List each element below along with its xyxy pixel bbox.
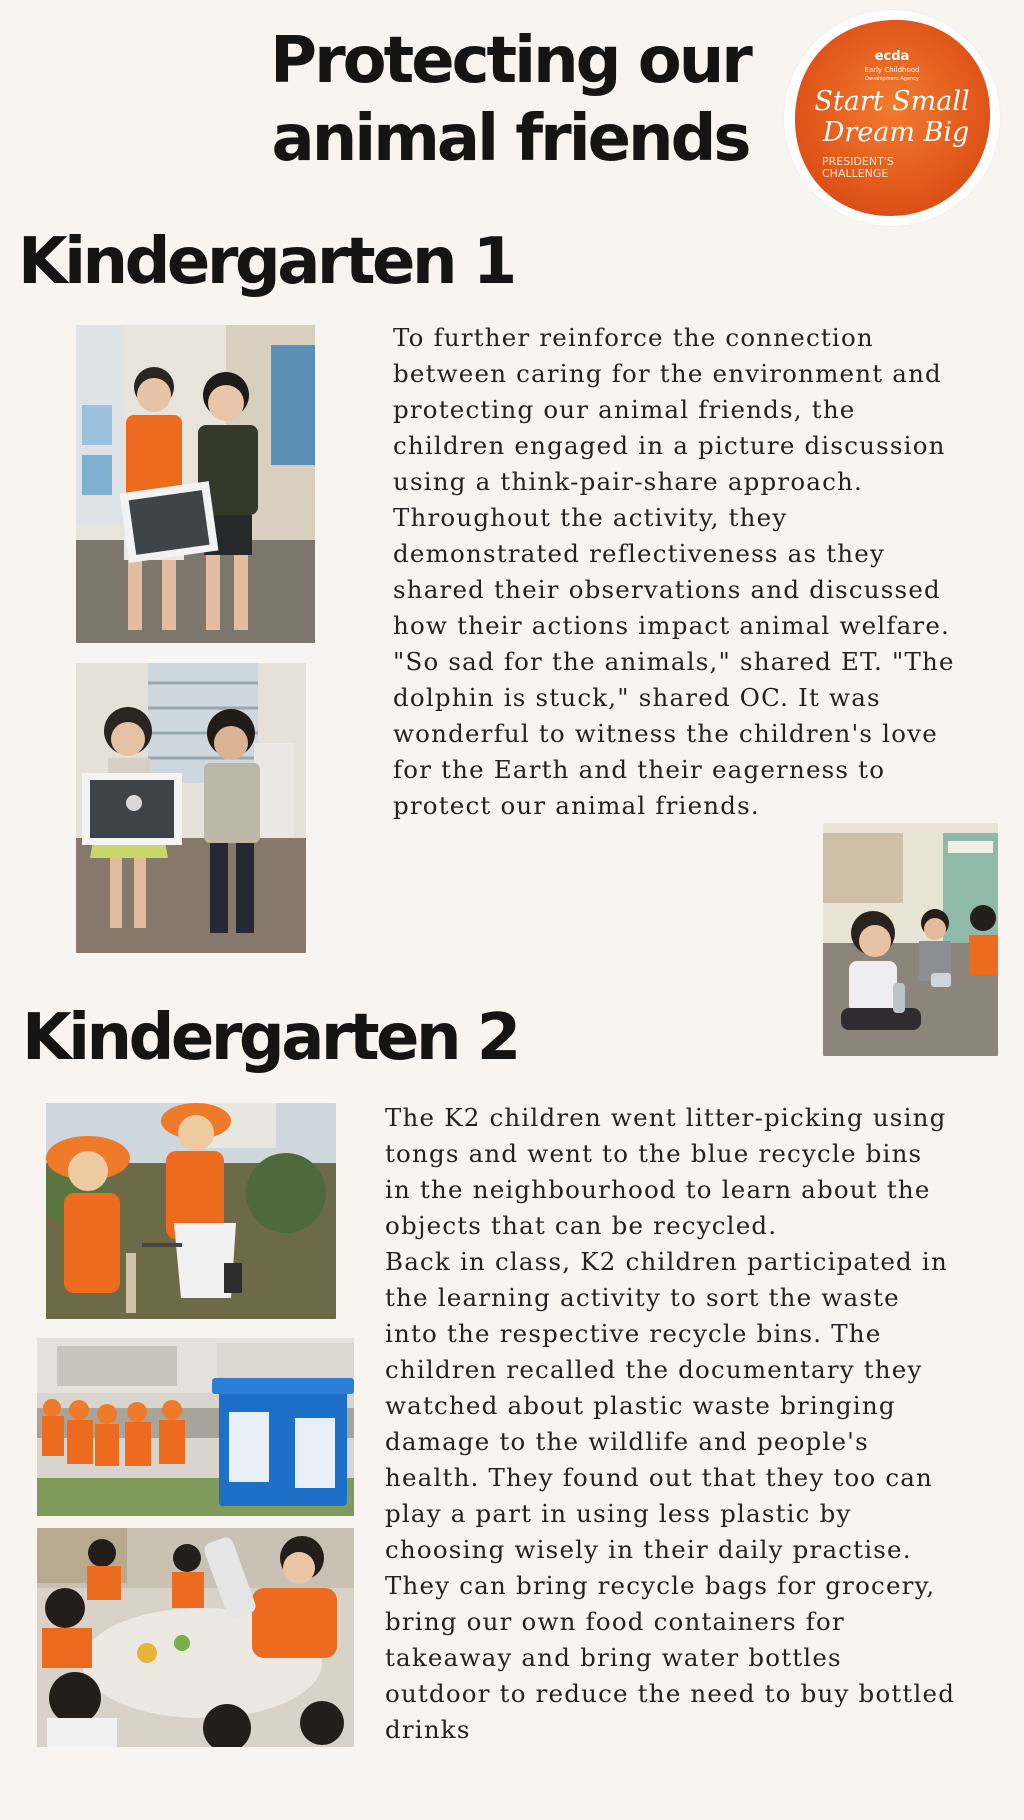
svg-text:ecda: ecda xyxy=(874,49,910,64)
k1-photo-picture-discussion-1 xyxy=(76,325,315,643)
svg-text:CHALLENGE: CHALLENGE xyxy=(822,167,889,180)
k1-photo-children-on-floor xyxy=(823,823,998,1056)
start-small-dream-big-logo xyxy=(784,10,1000,226)
k2-photo-blue-recycle-bins xyxy=(37,1338,354,1516)
svg-text:Start Small: Start Small xyxy=(814,86,970,117)
svg-text:PRESIDENT'S: PRESIDENT'S xyxy=(822,155,894,168)
k2-photo-litter-picking xyxy=(46,1103,336,1319)
k2-photo-sorting-waste xyxy=(37,1528,354,1747)
svg-text:Early Childhood: Early Childhood xyxy=(864,66,920,74)
k1-paragraph: To further reinforce the connection between caring for the environment and protecting our animal friends, the children engaged in a picture discussion using a think-pair-share approach. Throughout the activity, they demonstrated reflectiveness as they shared their observations and discussed how their actions impact animal welfare. "So sad for the animals," shared ET. "The dolphin is stuck," shared OC. It was wonderful to witness the children's love for the Earth and their eagerness to protect our animal friends. xyxy=(393,323,955,820)
svg-text:Dream Big: Dream Big xyxy=(822,117,970,148)
page-title xyxy=(240,22,780,178)
k2-heading: Kindergarten 2 xyxy=(22,1001,518,1075)
svg-text:Development Agency: Development Agency xyxy=(865,76,919,82)
k2-paragraph: The K2 children went litter-picking using tongs and went to the blue recycle bins in the neighbourhood to learn about the objects that can be recycled. Back in class, K2 children participated in the learning activity to sort the waste into the respective recycle bins. The children recalled the documentary they watched about plastic waste bringing damage to the wildlife and people's health. They found out that they too can play a part in using less plastic by choosing wisely in their daily practise. They can bring recycle bags for grocery, bring our own food containers for takeaway and bring water bottles outdoor to reduce the need to buy bottled drinks xyxy=(385,1103,956,1744)
page-title-line-2: animal friends xyxy=(271,102,749,176)
page-title-line-1: Protecting our xyxy=(270,24,750,98)
k1-heading: Kindergarten 1 xyxy=(18,225,514,299)
k1-photo-picture-discussion-2 xyxy=(76,663,306,953)
